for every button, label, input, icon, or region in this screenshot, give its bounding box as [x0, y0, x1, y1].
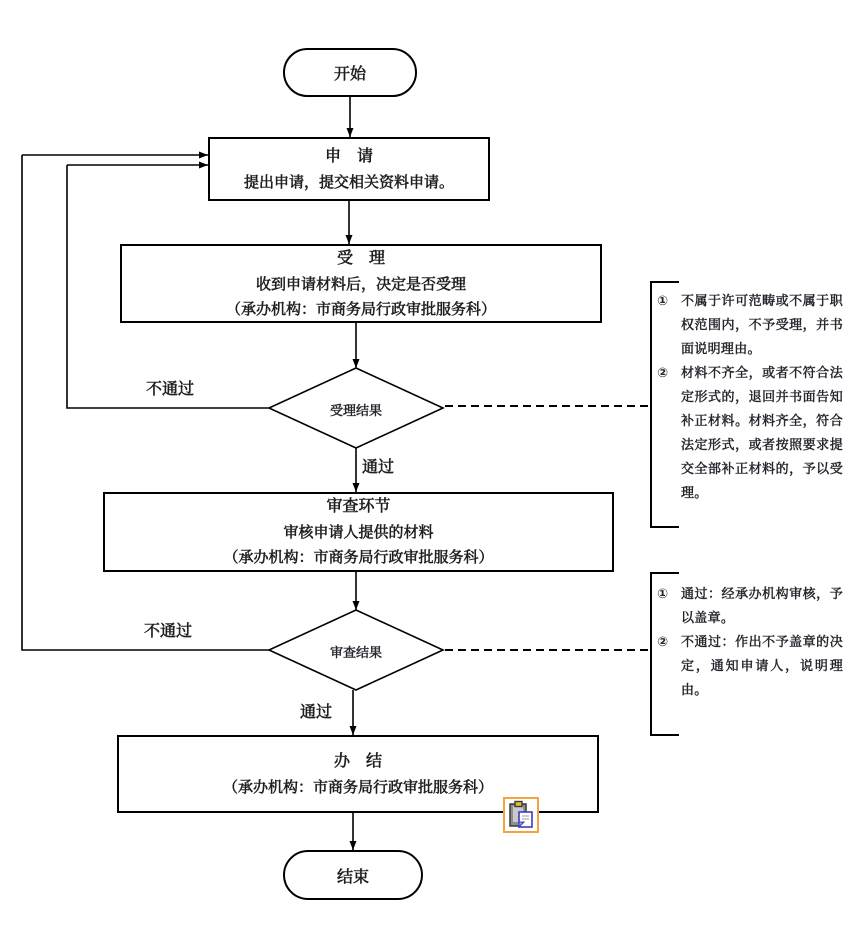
clipboard-paste-icon-art: [503, 797, 539, 833]
edge-fail2-loop: [22, 155, 269, 650]
note-item-number: ②: [657, 634, 669, 649]
decision-review-result-label: 审查结果: [329, 645, 382, 660]
review-desc: 审核申请人提供的材料: [283, 524, 434, 541]
note-item-text: 不通过：作出不予盖章的决定，通知申请人，说明理由。: [681, 634, 843, 697]
clipboard-paste-icon[interactable]: [503, 797, 539, 833]
apply-desc: 提出申请，提交相关资料申请。: [243, 173, 454, 191]
apply-node: [208, 137, 490, 201]
decision-accept-result-label: 受理结果: [329, 403, 382, 418]
finish-title: 办 结: [333, 752, 382, 770]
note-item: [657, 630, 843, 702]
note-item-number: ②: [657, 365, 669, 380]
review-agency: （承办机构：市商务局行政审批服务科）: [223, 549, 494, 566]
edge-label-fail-2: 不通过: [144, 623, 193, 640]
accept-agency: （承办机构：市商务局行政审批服务科）: [225, 300, 496, 318]
note-item-text: 材料不齐全，或者不符合法定形式的，退回并书面告知补正材料。材料齐全，符合法定形式，或者按照要求提交全部补正材料的，予以受理。: [681, 365, 843, 500]
edge-label-pass-2: 通过: [300, 704, 333, 721]
edge-label-pass-1: 通过: [362, 459, 395, 476]
end-label: 结束: [336, 868, 369, 886]
accept-desc: 收到申请材料后，决定是否受理: [255, 275, 466, 293]
note-item: [657, 361, 843, 505]
edge-label-fail-1: 不通过: [146, 381, 195, 398]
note-item-number: ①: [657, 293, 669, 308]
note-item-number: ①: [657, 586, 669, 601]
note-item: [657, 289, 843, 361]
review-node: [103, 492, 614, 572]
apply-title: 申 请: [324, 147, 373, 165]
review-result-note: [657, 582, 843, 702]
start-node: [283, 48, 417, 97]
accept-result-note: [657, 289, 843, 505]
note-item: [657, 582, 843, 630]
accept-node: [120, 244, 602, 323]
finish-agency: （承办机构：市商务局行政审批服务科）: [222, 778, 493, 796]
note-item-text: 不属于许可范畴或不属于职权范围内，不予受理，并书面说明理由。: [681, 293, 843, 356]
start-label: 开始: [333, 66, 366, 83]
note-item-text: 通过：经承办机构审核，予以盖章。: [681, 586, 843, 625]
accept-title: 受 理: [336, 249, 385, 267]
review-title: 审查环节: [326, 498, 391, 515]
end-node: [283, 850, 423, 900]
